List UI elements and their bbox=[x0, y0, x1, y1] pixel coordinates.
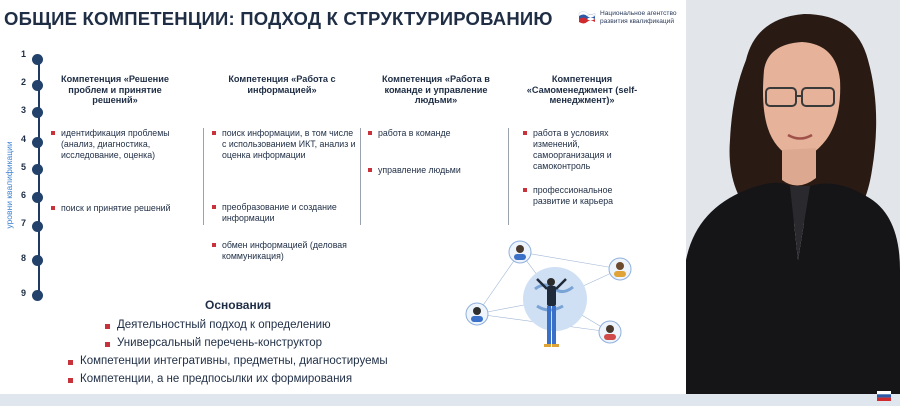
basis-item: Компетенции интегративны, предметны, диагностируемы bbox=[80, 355, 388, 367]
presentation-slide: ОБЩИЕ КОМПЕТЕНЦИИ: ПОДХОД К СТРУКТУРИРОВАНИЮ Национальное агентство развития квалификаций уровни квалификации 1 2 3 4 5 6 7 8 9 Компетенция «Решение проблем и принятие решений» Компетенция «Работа с информацией» Компетенция «Работа в команде и управление людьми» Компетенция «Самоменеджмент (self-менеджмент)» идентификация проблемы (анализ, диагностика, исследование, оценка) поиск и принятие решений поиск информации, в том числе с использованием ИКТ, анализ и оценка информации преобразование и создание информации обмен информацией (деловая коммуникация) работа в команде управление людьми работа в условиях изменений, самоорганизация и самоконтроль профессиональное развитие и карьера Основания Деятельностный подход к определению Универсальный перечень-конструктор Компетенции интегративны, предметны, диагностируемы Компетенции, а не предпосылки их формирования bbox=[0, 0, 686, 394]
basis-item: Компетенции, а не предпосылки их формирования bbox=[80, 373, 352, 385]
column-divider bbox=[203, 128, 204, 225]
level-dot bbox=[32, 80, 43, 91]
list-item: работа в условиях изменений, самоорганизация и самоконтроль bbox=[533, 128, 633, 172]
level-dot bbox=[32, 54, 43, 65]
presenter-video bbox=[686, 0, 900, 394]
level-dot bbox=[32, 107, 43, 118]
list-item: поиск информации, в том числе с использованием ИКТ, анализ и оценка информации bbox=[222, 128, 358, 161]
slide-title: ОБЩИЕ КОМПЕТЕНЦИИ: ПОДХОД К СТРУКТУРИРОВАНИЮ bbox=[4, 8, 553, 29]
column-heading-problem-solving: Компетенция «Решение проблем и принятие решений» bbox=[61, 74, 169, 105]
level-dot bbox=[32, 255, 43, 266]
list-item: поиск и принятие решений bbox=[61, 203, 201, 214]
agency-logo bbox=[578, 10, 686, 25]
list-item: преобразование и создание информации bbox=[222, 202, 358, 224]
basis-item: Деятельностный подход к определению bbox=[117, 319, 331, 331]
level-dot bbox=[32, 164, 43, 175]
flag-logo-icon bbox=[877, 391, 891, 401]
bottom-bar bbox=[0, 394, 900, 406]
presenter-figure bbox=[686, 0, 900, 394]
basis-title: Основания bbox=[205, 298, 272, 312]
level-dot bbox=[32, 192, 43, 203]
axis-label: уровни квалификации bbox=[4, 141, 14, 229]
logo-text: Национальное агентство развития квалификаций bbox=[600, 10, 677, 25]
list-item: профессиональное развитие и карьера bbox=[533, 185, 643, 207]
column-divider bbox=[508, 128, 509, 225]
level-dot bbox=[32, 221, 43, 232]
column-heading-teamwork: Компетенция «Работа в команде и управление людьми» bbox=[382, 74, 490, 105]
list-item: управление людьми bbox=[378, 165, 498, 176]
list-item: работа в команде bbox=[378, 128, 498, 139]
column-heading-information: Компетенция «Работа с информацией» bbox=[228, 74, 336, 95]
column-heading-self-management: Компетенция «Самоменеджмент (self-менеджмент)» bbox=[526, 74, 638, 105]
list-item: идентификация проблемы (анализ, диагностика, исследование, оценка) bbox=[61, 128, 191, 161]
basis-item: Универсальный перечень-конструктор bbox=[117, 337, 322, 349]
list-item: обмен информацией (деловая коммуникация) bbox=[222, 240, 362, 262]
people-network-illustration bbox=[455, 234, 655, 364]
flag-logo-icon bbox=[578, 10, 596, 24]
level-dot bbox=[32, 137, 43, 148]
column-divider bbox=[360, 128, 361, 225]
level-dot bbox=[32, 290, 43, 301]
